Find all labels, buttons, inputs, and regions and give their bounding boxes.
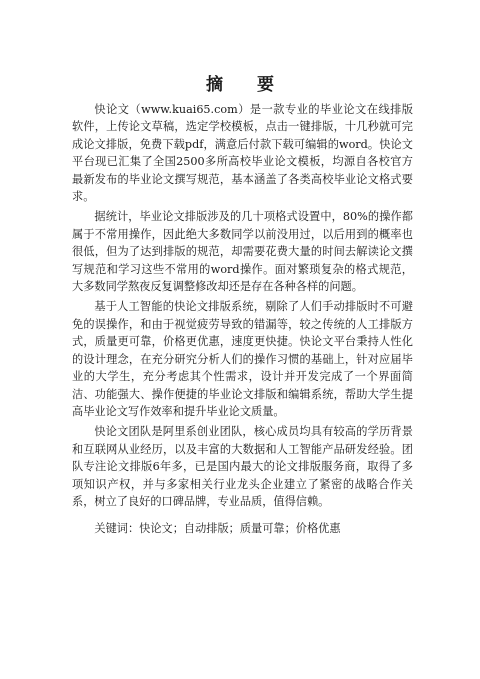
abstract-body [72, 101, 413, 538]
abstract-paragraph-1: 快论文（www.kuai65.com）是一款专业的毕业论文在线排版软件，上传论文草稿，选定学校模板，点击一键排版，十几秒就可完成论文排版，免费下载pdf，满意后付款下载可编辑的word。快论文平台现已汇集了全国2500多所高校毕业论文模板，均源自各校官方最新发布的毕业论文撰写规范，基本涵盖了各类高校毕业论文格式要求。 [72, 103, 413, 204]
abstract-paragraph-3: 基于人工智能的快论文排版系统，剔除了人们手动排版时不可避免的误操作，和由于视觉疲劳导致的错漏等，较之传统的人工排版方式，质量更可靠，价格更优惠，速度更快捷。快论文平台秉持人性化的设计理念，在充分研究分析人们的操作习惯的基础上，针对应届毕业的大学生，充分考虑其个性需求，设计并开发完成了一个界面简洁、功能强大、操作便捷的毕业论文排版和编辑系统，帮助大学生提高毕业论文写作效率和提升毕业论文质量。 [72, 300, 413, 418]
abstract-paragraph-4: 快论文团队是阿里系创业团队，核心成员均具有较高的学历背景和互联网从业经历，以及丰富的大数据和人工智能产品研发经验。团队专注论文排版6年多，已是国内最大的论文排版服务商，取得了多项知识产权，并与多家相关行业龙头企业建立了紧密的战略合作关系，树立了良好的口碑品牌，专业品质，值得信赖。 [72, 425, 413, 508]
abstract-title: 摘 要 [206, 75, 288, 95]
abstract-paragraph-2: 据统计，毕业论文排版涉及的几十项格式设置中，80%的操作都属于不常用操作，因此绝大多数同学以前没用过，以后用到的概率也很低，但为了达到排版的规范，却需要花费大量的时间去解读论文撰写规范和学习这些不常用的word操作。面对繁琐复杂的格式规范，大多数同学熬夜反复调整修改却还是存在各种各样的问题。 [72, 210, 413, 294]
keywords-line: 关键词：快论文；自动排版；质量可靠；价格优惠 [94, 522, 341, 536]
